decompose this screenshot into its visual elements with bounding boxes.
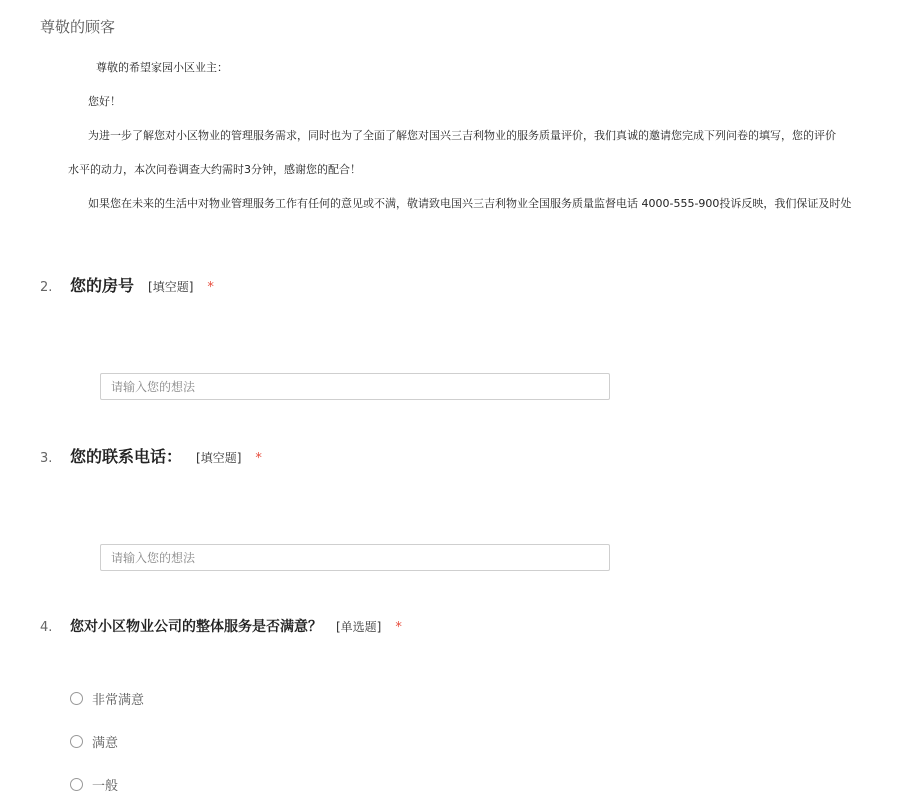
question-number: 2. — [40, 280, 53, 295]
question-title: 您的联系电话： — [70, 447, 183, 466]
radio-button[interactable] — [70, 778, 83, 791]
survey-intro — [0, 0, 900, 230]
intro-greeting: 尊敬的希望家园小区业主： — [96, 61, 228, 74]
page-header-title: 尊敬的顾客 — [40, 18, 116, 36]
intro-paragraph-line2: 水平的动力，本次问卷调查大约需时3分钟，感谢您的配合！ — [68, 163, 361, 176]
room-number-input[interactable] — [100, 373, 610, 400]
question-2-header — [40, 273, 214, 296]
required-marker: * — [395, 620, 402, 635]
intro-paragraph-line1: 为进一步了解您对小区物业的管理服务需求，同时也为了全面了解您对国兴三吉利物业的服务质量评价，我们真诚的邀请您完成下列问卷的填写，您的评价 — [88, 129, 836, 142]
question-number: 3. — [40, 451, 53, 466]
intro-hello: 您好！ — [88, 95, 121, 108]
radio-option-satisfied[interactable] — [70, 732, 118, 751]
question-title: 您对小区物业公司的整体服务是否满意？ — [70, 619, 322, 635]
question-type-tag: [填空题] — [196, 451, 242, 465]
phone-number-input[interactable] — [100, 544, 610, 571]
question-number: 4. — [40, 620, 53, 635]
radio-option-average[interactable] — [70, 775, 118, 794]
intro-complaint-paragraph: 如果您在未来的生活中对物业管理服务工作有任何的意见或不满，敬请致电国兴三吉利物业全国服务质量监督电话 4000-555-900投诉反映，我们保证及时处 — [88, 197, 852, 210]
radio-button[interactable] — [70, 692, 83, 705]
required-marker: * — [207, 280, 214, 295]
question-type-tag: [单选题] — [336, 620, 382, 634]
question-4-header — [40, 616, 402, 636]
radio-button[interactable] — [70, 735, 83, 748]
radio-label: 满意 — [92, 736, 119, 751]
radio-label: 非常满意 — [92, 693, 145, 708]
radio-label: 一般 — [92, 779, 119, 794]
radio-option-very-satisfied[interactable] — [70, 689, 144, 708]
question-3-header — [40, 444, 262, 467]
question-title: 您的房号 — [70, 276, 135, 295]
question-type-tag: [填空题] — [148, 280, 194, 294]
required-marker: * — [255, 451, 262, 466]
